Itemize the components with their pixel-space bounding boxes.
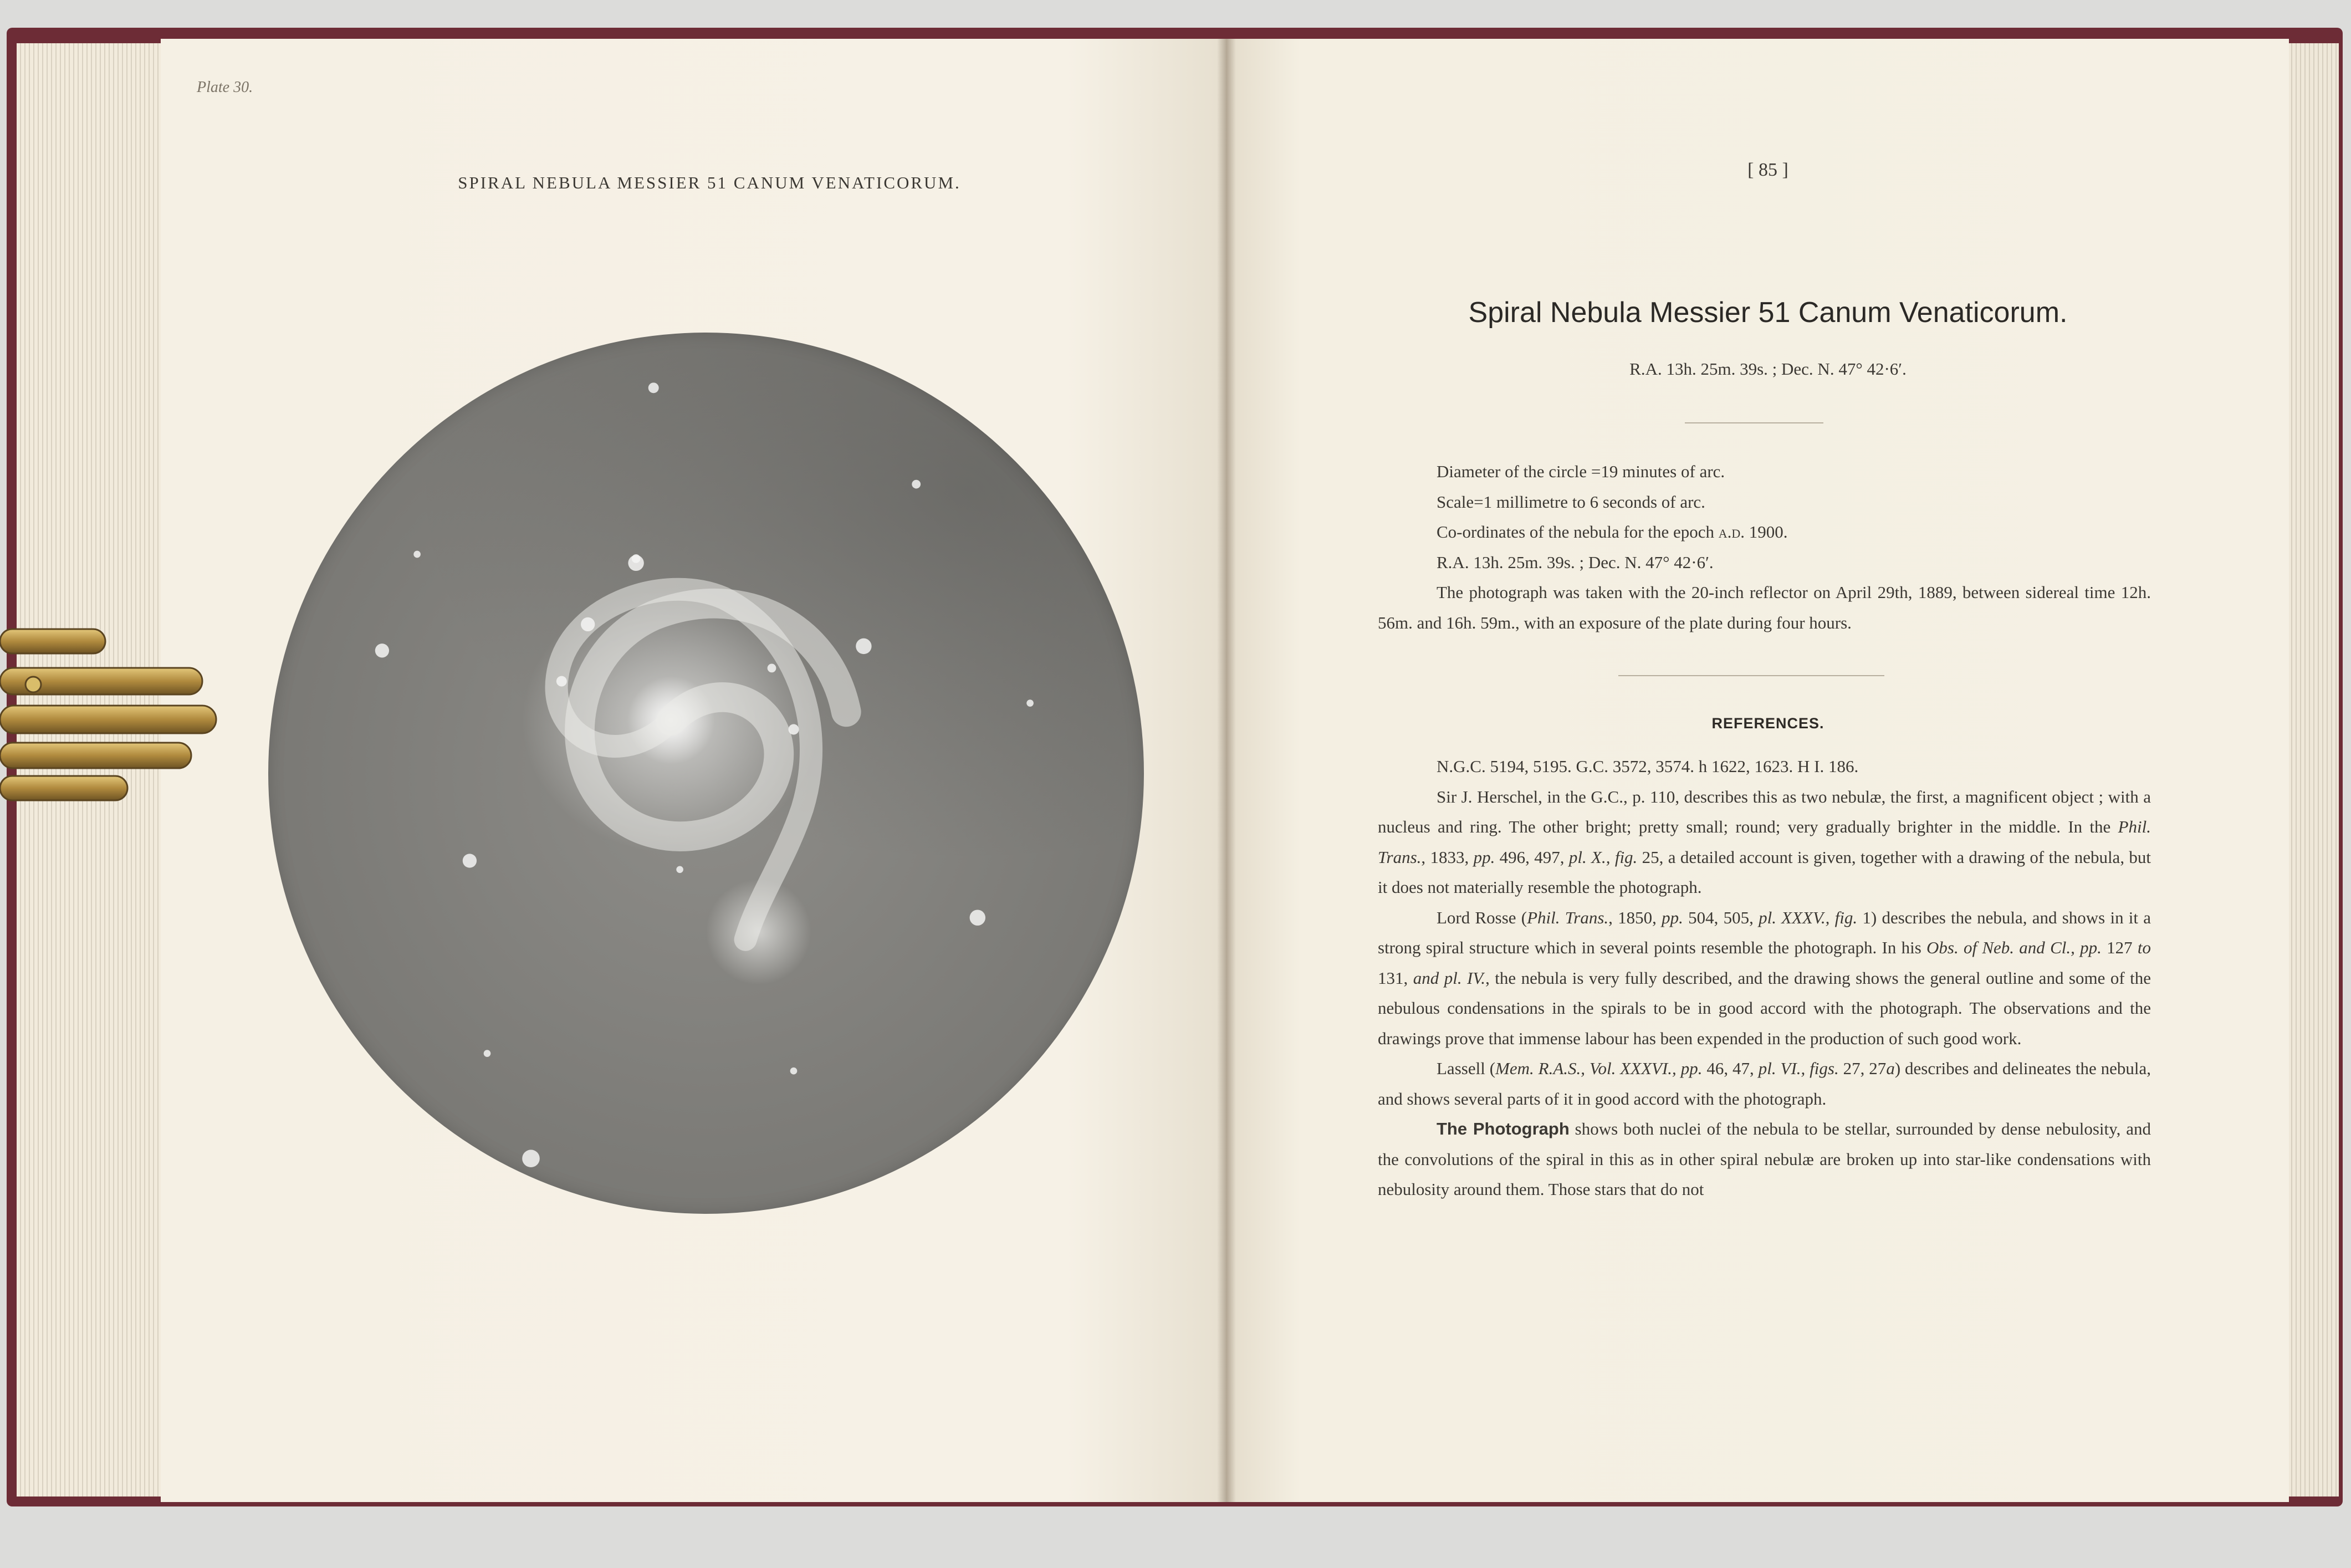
divider-rule [1618, 675, 1884, 676]
coordinates-line: R.A. 13h. 25m. 39s. ; Dec. N. 47° 42·6′. [1629, 359, 1907, 379]
references-heading: REFERENCES. [1711, 715, 1824, 732]
desc-diameter: Diameter of the circle =19 minutes of arc. [1437, 462, 1725, 481]
desc-coordinates: R.A. 13h. 25m. 39s. ; Dec. N. 47° 42·6′. [1437, 552, 1714, 572]
book-gutter [1217, 39, 1236, 1502]
plate-title: SPIRAL NEBULA MESSIER 51 CANUM VENATICORUM. [458, 173, 961, 192]
desc-scale: Scale=1 millimetre to 6 seconds of arc. [1437, 492, 1705, 512]
nebula-spiral-illustration [268, 333, 1144, 1214]
page-number: [ 85 ] [1747, 160, 1788, 180]
plate-label: Plate 30. [197, 79, 253, 96]
ref-rosse: Lord Rosse (Phil. Trans., 1850, pp. 504, 505, pl. XXXV., fig. 1) describes the nebula, and shows in it a strong spiral structure which in several points resemble the photograph. In his Obs. of Neb. and Cl., pp. 127 to 131, and pl. IV., the nebula is very fully described, and the drawing shows the general outline and some of the nebulous condensations in the spirals to be in good accord with the photograph. The observations and the drawings prove that immense labour has been expended in the production of such good work. [1378, 907, 2151, 1048]
desc-epoch: Co-ordinates of the nebula for the epoch a.d. 1900. [1437, 522, 1788, 542]
brass-hand-weight [0, 618, 222, 818]
ref-lassell: Lassell (Mem. R.A.S., Vol. XXXVI., pp. 46, 47, pl. VI., figs. 27, 27a) describes and delineates the nebula, and shows several parts of it in good accord with the photograph. [1378, 1059, 2151, 1109]
page-edges-right [2283, 43, 2339, 1497]
ref-herschel: Sir J. Herschel, in the G.C., p. 110, describes this as two nebulæ, the first, a magnificent object ; with a nucleus and ring. The other bright; pretty small; round; very gradually brighter in the middle. In the Phil. Trans., 1833, pp. 496, 497, pl. X., fig. 25, a detailed account is given, together with a drawing of the nebula, but it does not materially resemble the photograph. [1378, 786, 2151, 897]
ref-catalogs: N.G.C. 5194, 5195. G.C. 3572, 3574. h 1622, 1623. H I. 186. [1437, 757, 1859, 776]
divider-rule [1685, 422, 1823, 423]
desc-exposure: The photograph was taken with the 20-inch reflector on April 29th, 1889, between sidereal time 12h. 56m. and 16h. 59m., with an exposure of the plate during four hours. [1378, 583, 2151, 632]
nebula-photograph [268, 333, 1144, 1214]
plate-description [1378, 457, 2151, 638]
article-heading: Spiral Nebula Messier 51 Canum Venaticorum. [1468, 297, 2068, 329]
references-body [1378, 752, 2151, 1205]
ref-photograph: The Photograph shows both nuclei of the nebula to be stellar, surrounded by dense nebulosity, and the convolutions of the spiral in this as in other spiral nebulæ are broken up into star-like condensations with nebulosity around them. Those stars that do not [1378, 1119, 2151, 1199]
